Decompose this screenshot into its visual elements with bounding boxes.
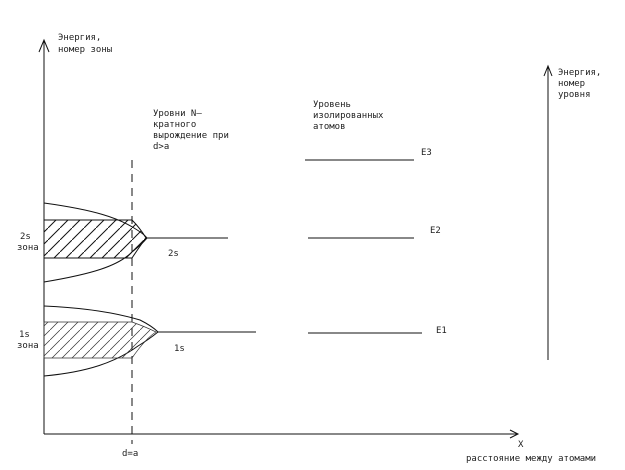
n-fold-annotation-3: вырождение при: [153, 131, 229, 141]
distance-axis-letter: X: [518, 440, 524, 450]
level-e3-label: E3: [421, 148, 432, 158]
n-fold-annotation-4: d>a: [153, 142, 170, 152]
n-fold-annotation-1: Уровни N–: [153, 109, 202, 119]
d-equals-a-label: d=a: [122, 449, 139, 459]
isolated-annotation-2: изолированных: [313, 111, 384, 121]
energy-axis-left-label-1: Энергия,: [58, 33, 102, 43]
band-2s-zone-label-1: 2s: [20, 232, 31, 242]
band-1s-hatched-region: [44, 322, 156, 358]
level-e2-label: E2: [430, 226, 441, 236]
energy-axis-right-label-1: Энергия,: [558, 68, 602, 78]
band-2s-hatched-region: [44, 220, 146, 258]
energy-axis-right-label-3: уровня: [558, 90, 591, 100]
level-e1-label: E1: [436, 326, 447, 336]
isolated-annotation-1: Уровень: [313, 100, 351, 110]
band-1s-zone-label-1: 1s: [19, 330, 30, 340]
energy-axis-right-label-2: номер: [558, 79, 586, 89]
isolated-annotation-3: атомов: [313, 122, 346, 132]
band-1s-level-label: 1s: [174, 344, 185, 354]
distance-axis-label: расстояние между атомами: [466, 454, 597, 464]
n-fold-annotation-2: кратного: [153, 120, 197, 130]
band-2s-zone-label-2: зона: [17, 243, 39, 253]
band-2s-level-label: 2s: [168, 249, 179, 259]
band-1s-zone-label-2: зона: [17, 341, 39, 351]
energy-axis-left-label-2: номер зоны: [58, 45, 113, 55]
